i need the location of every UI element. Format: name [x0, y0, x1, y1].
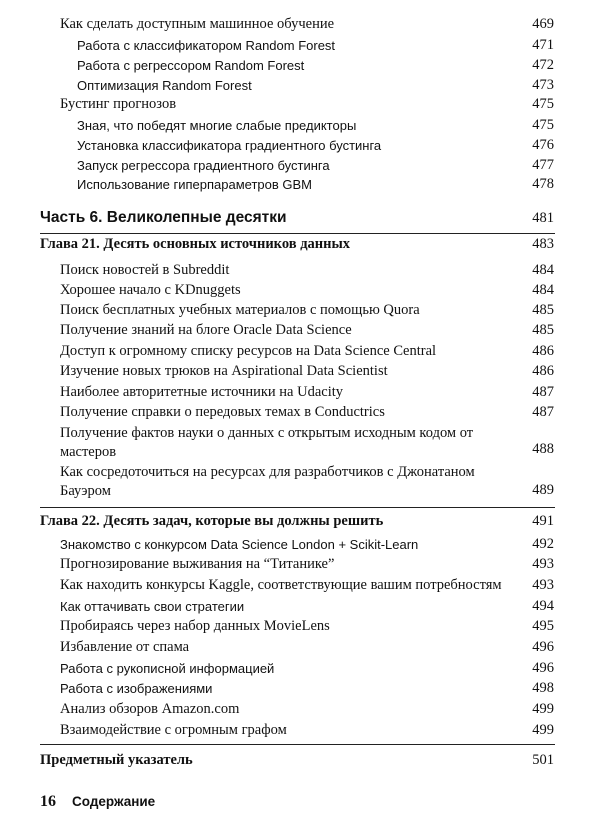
toc-entry-title: Взаимодействие с огромным графом: [60, 722, 287, 738]
toc-entry-title: Работа с изображениями: [60, 681, 213, 696]
toc-entry-title: Поиск бесплатных учебных материалов с помощью Quora: [60, 302, 420, 318]
toc-entry-page: 486: [532, 363, 554, 379]
toc-entry-title: Зная, что победят многие слабые предикторы: [77, 118, 357, 133]
toc-entry-title: Оптимизация Random Forest: [77, 78, 252, 93]
toc-entry-page: 495: [532, 618, 554, 634]
toc-entry-title: Анализ обзоров Amazon.com: [60, 701, 240, 717]
toc-entry-page: 489: [532, 482, 554, 498]
toc-entry-page: 472: [532, 57, 554, 73]
toc-entry-title: Знакомство с конкурсом Data Science London + Scikit-Learn: [60, 537, 419, 552]
toc-entry-page: 485: [532, 302, 554, 318]
toc-entry-page: 484: [532, 262, 554, 278]
toc-entry-page: 475: [532, 117, 554, 133]
toc-entry-title: Получение справки о передовых темах в Conductrics: [60, 404, 385, 420]
toc-entry-page: 477: [532, 157, 554, 173]
running-head: Содержание: [72, 794, 156, 809]
toc-entry-title: Хорошее начало с KDnuggets: [60, 282, 241, 298]
toc-entry-title: Бустинг прогнозов: [60, 96, 177, 112]
toc-entry-title: Работа с регрессором Random Forest: [77, 58, 305, 73]
toc-entry-title: Получение фактов науки о данных с открытым исходным кодом от мастеров: [60, 425, 474, 460]
toc-entry-page: 473: [532, 77, 554, 93]
toc-entry-title: Как оттачивать свои стратегии: [60, 599, 245, 614]
toc-entry-page: 486: [532, 343, 554, 359]
toc-entry-page: 496: [532, 639, 554, 655]
toc-entry-title: Установка классификатора градиентного бустинга: [77, 138, 382, 153]
toc-entry-page: 471: [532, 37, 554, 53]
toc-entry-title: Как находить конкурсы Kaggle, соответствующие вашим потребностям: [60, 577, 502, 593]
toc-entry-page: 499: [532, 722, 554, 738]
toc-entry-page: 483: [532, 236, 554, 252]
toc-entry-page: 478: [532, 176, 554, 192]
toc-entry-title: Доступ к огромному списку ресурсов на Data Science Central: [60, 343, 437, 359]
toc-entry-page: 488: [532, 441, 554, 457]
toc-entry-title: Глава 22. Десять задач, которые вы должны решить: [40, 513, 384, 529]
page-number: 16: [40, 793, 56, 810]
toc-entry-page: 501: [532, 752, 554, 768]
toc-entry-page: 469: [532, 16, 554, 32]
section-divider: [40, 744, 555, 745]
toc-entry-page: 496: [532, 660, 554, 676]
toc-entry-page: 491: [532, 513, 554, 529]
toc-entry-title: Пробираясь через набор данных MovieLens: [60, 618, 330, 634]
section-divider: [40, 507, 555, 508]
toc-entry-title: Работа с рукописной информацией: [60, 661, 275, 676]
toc-entry-title: Прогнозирование выживания на “Титанике”: [60, 556, 335, 572]
toc-entry-title: Глава 21. Десять основных источников данных: [40, 236, 351, 252]
toc-entry-title: Наиболее авторитетные источники на Udacity: [60, 384, 344, 400]
toc-entry-title: Использование гиперпараметров GBM: [77, 177, 313, 192]
toc-entry-page: 494: [532, 598, 554, 614]
toc-entry-title: Как сделать доступным машинное обучение: [60, 16, 335, 32]
toc-entry-page: 487: [532, 404, 554, 420]
toc-entry-page: 481: [532, 210, 554, 226]
toc-entry-page: 475: [532, 96, 554, 112]
toc-entry-page: 499: [532, 701, 554, 717]
toc-entry-title: Работа с классификатором Random Forest: [77, 38, 336, 53]
toc-entry-page: 476: [532, 137, 554, 153]
page-footer: [40, 793, 155, 811]
toc-entry-title: Избавление от спама: [60, 639, 190, 655]
toc-entry-page: 487: [532, 384, 554, 400]
toc-entry-title: Как сосредоточиться на ресурсах для разработчиков с Джонатаном Бауэром: [60, 464, 475, 499]
toc-entry-title: Получение знаний на блоге Oracle Data Science: [60, 322, 352, 338]
toc-entry-title: Предметный указатель: [40, 752, 193, 768]
toc-entry-page: 493: [532, 556, 554, 572]
toc-entry-title: Часть 6. Великолепные десятки: [40, 209, 287, 226]
section-divider: [40, 233, 555, 234]
toc-entry-page: 493: [532, 577, 554, 593]
toc-entry-page: 484: [532, 282, 554, 298]
toc-entry-page: 492: [532, 536, 554, 552]
toc-entry-page: 485: [532, 322, 554, 338]
toc-entry-title: Запуск регрессора градиентного бустинга: [77, 158, 330, 173]
toc-entry-page: 498: [532, 680, 554, 696]
toc-entry-title: Поиск новостей в Subreddit: [60, 262, 230, 278]
toc-entry-title: Изучение новых трюков на Aspirational Data Scientist: [60, 363, 388, 379]
